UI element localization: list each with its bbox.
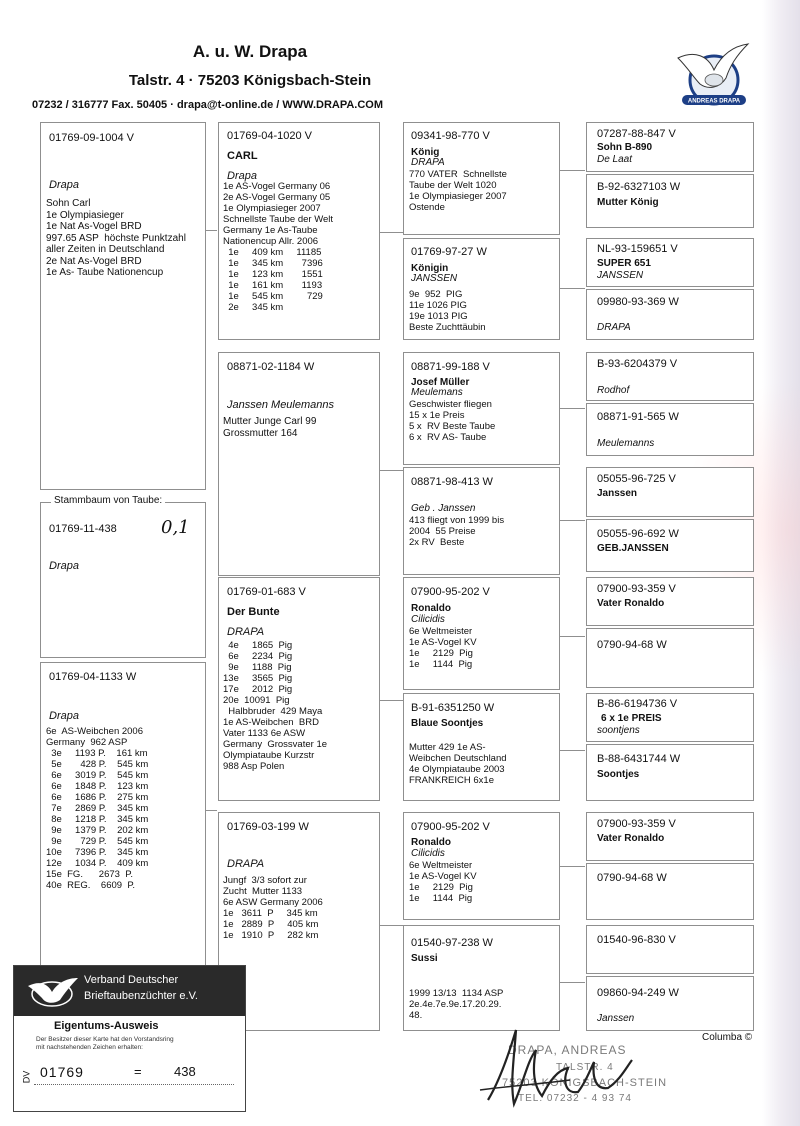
pigeon-name: Sohn B-890 [597, 142, 653, 153]
gen4-box-4 [586, 352, 754, 401]
notes: 6e Weltmeister 1e AS-Vogel KV 1e 2129 Pig 1e 1144 Pig [409, 626, 477, 670]
stamp-line4: TEL. 07232 - 4 93 74 [518, 1093, 632, 1104]
card-org-line2: Brieftaubenzüchter e.V. [84, 990, 198, 1002]
gen2-box-2 [218, 577, 380, 801]
gen4-box-1 [586, 174, 754, 228]
pedigree-id: 01769-04-1020 V [227, 130, 313, 142]
notes: 9e 952 PIG 11e 1026 PIG 19e 1013 PIG Beste Zuchttäubin [409, 289, 486, 333]
gen4-box-9 [586, 628, 754, 688]
breeder: Rodhof [597, 385, 630, 396]
breeder: Cilicidis [411, 614, 445, 625]
pedigree-id: 07900-93-359 V [597, 583, 676, 595]
pedigree-id: B-88-6431744 W [597, 753, 681, 765]
card-subtitle: Der Besitzer dieser Karte hat den Vorstandsring mit nachstehenden Zeichen erhalten: [36, 1036, 174, 1051]
breeder: DRAPA [411, 157, 445, 168]
gen4-box-10 [586, 693, 754, 742]
subject-label: Stammbaum von Taube: [51, 495, 165, 506]
pedigree-id: 07900-95-202 V [411, 821, 490, 833]
notes: 1e AS-Vogel Germany 06 2e AS-Vogel Germany 05 1e Olympiasieger 2007 Schnellste Taube der Welt Germany 1e As-Taube Nationencup Allr. 2006 1e 409 km 11185 1e 345 km 7396 1e 123 km 1551 1e 161 km 1193 1e 545 km 729 2e 345 km [223, 181, 334, 313]
logo-text: ANDREAS DRAPA [687, 98, 741, 105]
breeder: Janssen Meulemanns [227, 399, 335, 411]
gen4-box-0 [586, 122, 754, 172]
pedigree-id: 01769-04-1133 W [49, 671, 137, 683]
pedigree-id: B-91-6351250 W [411, 702, 495, 714]
pedigree-id: 09980-93-369 W [597, 296, 679, 308]
pigeon-name: Der Bunte [227, 606, 280, 618]
breeder: DRAPA [597, 322, 631, 333]
breeder: Drapa [49, 179, 79, 191]
gen4-box-11 [586, 744, 754, 801]
gen4-box-12 [586, 812, 754, 861]
signature-icon [470, 1020, 650, 1110]
breeder: Drapa [227, 170, 257, 182]
pedigree-id: 05055-96-692 W [597, 528, 679, 540]
notes: Mutter 429 1e AS- Weibchen Deutschland 4e Olympiataube 2003 FRANKREICH 6x1e [409, 742, 507, 786]
pigeon-name: SUPER 651 [597, 258, 651, 269]
pigeon-emblem-icon [24, 972, 80, 1010]
pigeon-name: Ronaldo [411, 603, 451, 614]
gen3-box-2 [403, 352, 560, 465]
pedigree-id: 01540-97-238 W [411, 937, 493, 949]
notes: Sohn Carl 1e Olympiasieger 1e Nat As-Vogel BRD 997.65 ASP höchste Punktzahl aller Zeiten in Deutschland 2e Nat As-Vogel BRD 1e As- Taube Nationencup [46, 198, 186, 278]
gen4-box-7 [586, 519, 754, 572]
notes: Jungf 3/3 sofort zur Zucht Mutter 1133 6e ASW Germany 2006 1e 3611 P 345 km 1e 2889 P 405 km 1e 1910 P 282 km [223, 875, 323, 941]
notes: 6e Weltmeister 1e AS-Vogel KV 1e 2129 Pig 1e 1144 Pig [409, 860, 477, 904]
stamp-line1: DRAPA, ANDREAS [508, 1043, 627, 1057]
gen3-box-4 [403, 577, 560, 690]
gen4-box-13 [586, 863, 754, 920]
gen3-box-3 [403, 467, 560, 575]
notes: 1999 13/13 1134 ASP 2e.4e.7e.9e.17.20.29. 48. [409, 988, 504, 1021]
card-title: Eigentums-Ausweis [54, 1020, 159, 1032]
pedigree-id: 08871-98-413 W [411, 476, 493, 488]
pigeon-name: Königin [411, 263, 449, 274]
stamp-line3: 75203 KÖNIGSBACH-STEIN [502, 1077, 668, 1089]
pigeon-name: GEB.JANSSEN [597, 543, 669, 554]
pedigree-id: 01769-97-27 W [411, 246, 487, 258]
notes: Geschwister fliegen 15 x 1e Preis 5 x RV Beste Taube 6 x RV AS- Taube [409, 399, 496, 443]
gen2-box-1 [218, 352, 380, 576]
breeder-contact: 07232 / 316777 Fax. 50405 · drapa@t-online.de / WWW.DRAPA.COM [32, 99, 384, 111]
pigeon-name: König [411, 147, 440, 158]
gen3-box-7 [403, 925, 560, 1031]
breeder: Drapa [49, 710, 79, 722]
breeder: DRAPA [227, 858, 265, 870]
card-ring: 438 [174, 1064, 196, 1079]
pedigree-id: 01540-96-830 V [597, 934, 676, 946]
gen4-box-3 [586, 289, 754, 340]
pigeon-logo-icon [670, 40, 750, 110]
pigeon-name: Vater Ronaldo [597, 833, 665, 844]
breeder: De Laat [597, 154, 633, 165]
father-box [40, 122, 206, 490]
breeder: Drapa [49, 560, 79, 572]
breeder: Cilicidis [411, 848, 445, 859]
notes: Mutter Junge Carl 99 Grossmutter 164 [223, 416, 317, 439]
gen4-box-6 [586, 467, 754, 517]
pedigree-id: 0790-94-68 W [597, 872, 667, 884]
breeder: Geb . Janssen [411, 503, 476, 514]
breeder: soontjens [597, 725, 640, 736]
pedigree-id: 07900-95-202 V [411, 586, 490, 598]
notes: 6e AS-Weibchen 2006 Germany 962 ASP 3e 1193 P. 161 km 5e 428 P. 545 km 6e 3019 P. 545 km 6e 1848 P. 123 km 6e 1686 P. 275 km 7e 2869 P. 345 km 8e 1218 P. 345 km 9e 1379 P. 202 km 9e 729 P. 545 km 10e 7396 P. 345 km 12e 1034 P. 409 km 15e FG. 2673 P. 40e REG. 6609 P. [46, 726, 149, 891]
subject-box [40, 495, 206, 658]
gen3-box-5 [403, 693, 560, 801]
gen4-box-2 [586, 238, 754, 287]
pigeon-name: Vater Ronaldo [597, 598, 665, 609]
subject-id: 01769-11-438 [49, 523, 117, 535]
gen2-box-0 [218, 122, 380, 340]
notes: 413 fliegt von 1999 bis 2004 55 Preise 2x RV Beste [409, 515, 505, 548]
pedigree-id: NL-93-159651 V [597, 243, 678, 255]
pedigree-id: 09860-94-249 W [597, 987, 679, 999]
pedigree-id: 09341-98-770 V [411, 130, 490, 142]
gen3-box-6 [403, 812, 560, 920]
pigeon-name: CARL [227, 150, 258, 162]
pedigree-id: 01769-03-199 W [227, 821, 309, 833]
pedigree-id: 07287-88-847 V [597, 128, 676, 140]
pigeon-name: Josef Müller [411, 377, 470, 388]
pedigree-id: 05055-96-725 V [597, 473, 676, 485]
notes: 770 VATER Schnellste Taube der Welt 1020 1e Olympiasieger 2007 Ostende [409, 169, 507, 213]
pigeon-name: Soontjes [597, 769, 640, 780]
pigeon-name: Janssen [597, 488, 638, 499]
breeder-name: A. u. W. Drapa [192, 42, 308, 61]
breeder: Meulemanns [597, 438, 655, 449]
gen4-box-14 [586, 925, 754, 974]
pedigree-id: 01769-01-683 V [227, 586, 306, 598]
breeder: Janssen [597, 1013, 635, 1024]
pigeon-name: Ronaldo [411, 837, 451, 848]
pigeon-name: Sussi [411, 953, 438, 964]
pedigree-id: B-86-6194736 V [597, 698, 678, 710]
breeder: Meulemans [411, 387, 463, 398]
card-prefix: DV [21, 1070, 32, 1084]
gen4-box-5 [586, 403, 754, 456]
card-separator: = [134, 1064, 142, 1079]
pigeon-name: 6 x 1e PREIS [601, 713, 662, 724]
card-header [14, 966, 245, 1016]
breeder: JANSSEN [411, 273, 458, 284]
breeder: DRAPA [227, 626, 265, 638]
pedigree-id: 0790-94-68 W [597, 639, 667, 651]
stamp-line2: TALSTR. 4 [556, 1062, 614, 1073]
pedigree-id: B-93-6204379 V [597, 358, 678, 370]
pigeon-name: Blaue Soontjes [411, 718, 484, 729]
subject-mark: 0,1 [161, 517, 190, 538]
pedigree-id: 08871-99-188 V [411, 361, 490, 373]
pedigree-id: B-92-6327103 W [597, 181, 681, 193]
card-number: 01769 [40, 1064, 84, 1080]
pedigree-id: 07900-93-359 V [597, 818, 676, 830]
pedigree-id: 01769-09-1004 V [49, 132, 135, 144]
breeder: JANSSEN [597, 270, 644, 281]
pigeon-name: Mutter König [597, 197, 659, 208]
pedigree-id: 08871-91-565 W [597, 411, 679, 423]
columba-credit: Columba © [702, 1032, 753, 1043]
notes: 4e 1865 Pig 6e 2234 Pig 9e 1188 Pig 13e 3565 Pig 17e 2012 Pig 20e 10091 Pig Halbbruder 429 Maya 1e AS-Weibchen BRD Vater 1133 6e ASW Germany Grossvater 1e Olympiataube Kurzstr 988 Asp Polen [223, 640, 328, 772]
gen3-box-1 [403, 238, 560, 340]
gen3-box-0 [403, 122, 560, 235]
ownership-card [13, 965, 246, 1112]
pedigree-id: 08871-02-1184 W [227, 361, 315, 373]
card-org-line1: Verband Deutscher [84, 974, 179, 986]
breeder-address: Talstr. 4 · 75203 Königsbach-Stein [128, 72, 372, 89]
gen4-box-8 [586, 577, 754, 626]
